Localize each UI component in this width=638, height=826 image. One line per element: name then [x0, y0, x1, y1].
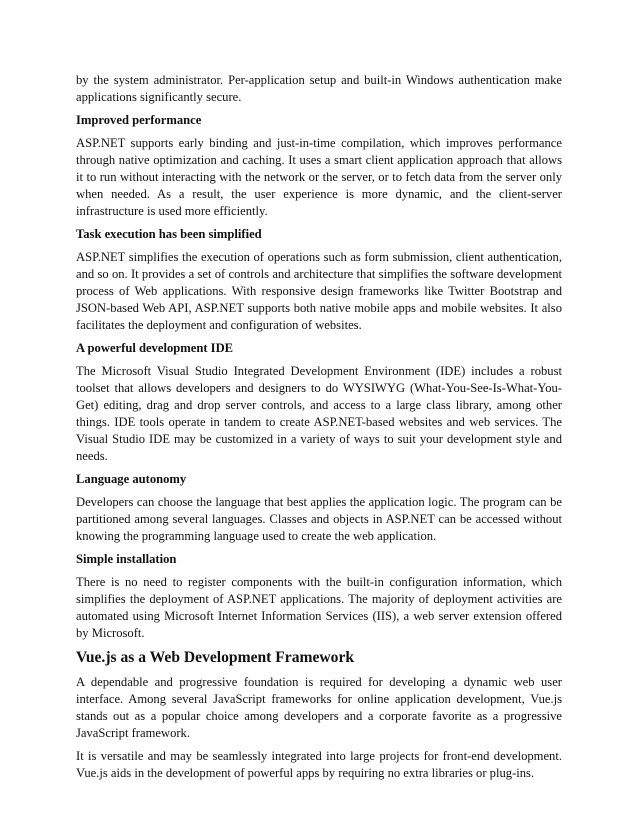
section-heading: Task execution has been simplified	[76, 227, 262, 241]
section-body: ASP.NET simplifies the execution of operations such as form submission, client authentication, and so on. It provides a set of controls and architecture that simplifies the software development process of Web applications. With responsive design frameworks like Twitter Bootstrap and JSON-based Web API, ASP.NET supports both native mobile apps and mobile websites. It also facilitates the deployment and configuration of websites.	[76, 250, 562, 332]
section-body: ASP.NET supports early binding and just-in-time compilation, which improves performance through native optimization and caching. It uses a smart client application approach that allows it to run without interacting with the network or the server, or to fetch data from the server only when needed. As a result, the user experience is more dynamic, and the client-server infrastructure is used more efficiently.	[76, 136, 562, 218]
intro-paragraph: by the system administrator. Per-application setup and built-in Windows authentication make applications significantly secure.	[76, 73, 562, 104]
section-development-ide	[76, 340, 562, 465]
section-body: Developers can choose the language that best applies the application logic. The program can be partitioned among several languages. Classes and objects in ASP.NET can be accessed without knowing the programming language used to create the web application.	[76, 495, 562, 543]
section-title: Vue.js as a Web Development Framework	[76, 649, 355, 666]
section-heading: Simple installation	[76, 552, 177, 566]
section-body: There is no need to register components with the built-in configuration information, which simplifies the deployment of ASP.NET applications. The majority of deployment activities are automated using Microsoft Internet Information Services (IIS), a web server extension offered by Microsoft.	[76, 575, 562, 640]
vue-paragraph-1: A dependable and progressive foundation is required for developing a dynamic web user interface. Among several JavaScript frameworks for online application development, Vue.js stands out as a popular choice among developers and a corporate favorite as a progressive JavaScript framework.	[76, 675, 562, 740]
section-body: The Microsoft Visual Studio Integrated Development Environment (IDE) includes a robust toolset that allows developers and designers to do WYSIWYG (What-You-See-Is-What-You-Get) editing, drag and drop server controls, and access to a large class library, among other things. IDE tools operate in tandem to create ASP.NET-based websites and web services. The Visual Studio IDE may be customized in a variety of ways to suit your development style and needs.	[76, 364, 562, 463]
section-vuejs	[76, 648, 562, 782]
vue-paragraph-2: It is versatile and may be seamlessly integrated into large projects for front-end development. Vue.js aids in the development of powerful apps by requiring no extra libraries or plug-ins.	[76, 749, 562, 780]
document-page	[76, 72, 562, 782]
section-heading: Improved performance	[76, 113, 202, 127]
section-heading: Language autonomy	[76, 472, 187, 486]
section-heading: A powerful development IDE	[76, 341, 234, 355]
section-language-autonomy	[76, 471, 562, 545]
section-improved-performance	[76, 112, 562, 220]
section-simple-installation	[76, 551, 562, 642]
section-task-execution	[76, 226, 562, 334]
